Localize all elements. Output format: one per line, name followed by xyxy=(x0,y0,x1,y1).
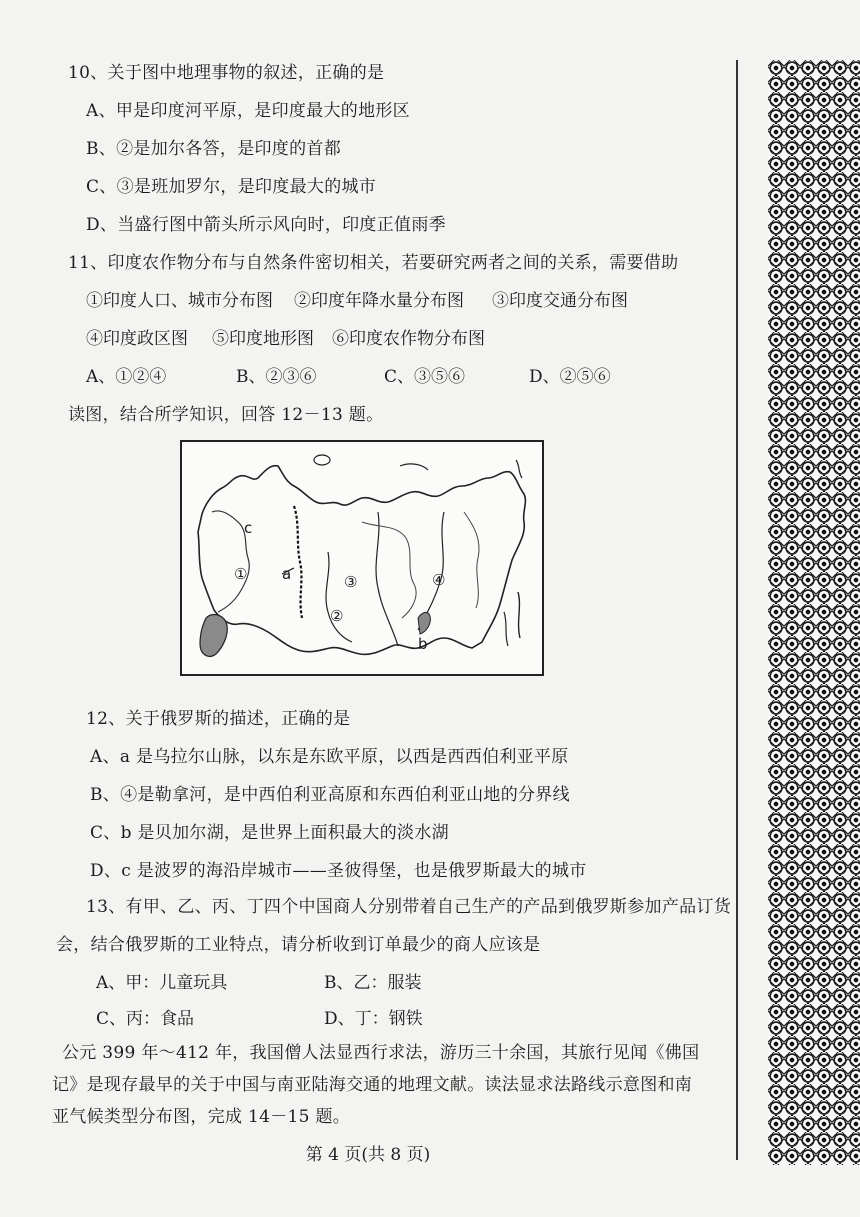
binding-divider xyxy=(736,60,738,1160)
russia-outline-icon xyxy=(182,442,542,674)
map-label-1: ① xyxy=(234,565,248,583)
q10-option-a: A、甲是印度河平原，是印度最大的地形区 xyxy=(86,101,410,121)
q13-stem-line1: 13、有甲、乙、丙、丁四个中国商人分别带着自己生产的产品到俄罗斯参加产品订货 xyxy=(86,897,732,917)
passage-line2: 记》是现存最早的关于中国与南亚陆海交通的地理文献。读法显求法路线示意图和南 xyxy=(52,1075,693,1095)
q13-option-d: D、丁：钢铁 xyxy=(324,1009,423,1029)
q13-option-b: B、乙：服装 xyxy=(324,973,422,993)
q13-option-c: C、丙：食品 xyxy=(96,1009,195,1029)
q12-option-b: B、④是勒拿河，是中西伯利亚高原和东西伯利亚山地的分界线 xyxy=(90,785,570,805)
q11-option-c: C、③⑤⑥ xyxy=(384,367,466,387)
passage-line3: 亚气候类型分布图，完成 14－15 题。 xyxy=(52,1107,351,1127)
q11-item-6: ⑥印度农作物分布图 xyxy=(332,329,485,349)
q11-option-a: A、①②④ xyxy=(86,367,167,387)
q11-option-b: B、②③⑥ xyxy=(236,367,317,387)
q11-item-4: ④印度政区图 xyxy=(86,329,188,349)
q12-option-c: C、b 是贝加尔湖，是世界上面积最大的淡水湖 xyxy=(90,823,449,843)
q11-options xyxy=(86,366,726,388)
q11-option-d: D、②⑤⑥ xyxy=(529,367,611,387)
map-label-3: ③ xyxy=(344,573,358,591)
q10-option-d: D、当盛行图中箭头所示风向时，印度正值雨季 xyxy=(86,215,446,235)
page-footer: 第 4 页(共 8 页) xyxy=(305,1145,431,1165)
map-label-c: c xyxy=(244,519,253,537)
q11-items-row1 xyxy=(86,290,726,312)
russia-map xyxy=(180,440,544,676)
q11-stem: 11、印度农作物分布与自然条件密切相关，若要研究两者之间的关系，需要借助 xyxy=(68,253,679,273)
q11-item-3: ③印度交通分布图 xyxy=(492,291,628,311)
q12-stem: 12、关于俄罗斯的描述，正确的是 xyxy=(86,709,351,729)
decorative-border-pattern xyxy=(768,60,860,1165)
q10-stem: 10、关于图中地理事物的叙述，正确的是 xyxy=(68,63,385,83)
map-intro: 读图，结合所学知识，回答 12－13 题。 xyxy=(68,405,384,425)
passage-line1: 公元 399 年～412 年，我国僧人法显西行求法，游历三十余国，其旅行见闻《佛国 xyxy=(62,1043,700,1063)
map-label-2: ② xyxy=(330,607,344,625)
map-label-a: a xyxy=(282,565,292,583)
q13-option-a: A、甲：儿童玩具 xyxy=(96,973,228,993)
q10-option-c: C、③是班加罗尔，是印度最大的城市 xyxy=(86,177,377,197)
q11-item-2: ②印度年降水量分布图 xyxy=(294,291,464,311)
q11-item-5: ⑤印度地形图 xyxy=(212,329,314,349)
q11-item-1: ①印度人口、城市分布图 xyxy=(86,291,273,311)
q13-options-row2 xyxy=(96,1008,596,1030)
map-label-4: ④ xyxy=(432,571,446,589)
q13-options-row1 xyxy=(96,972,596,994)
q11-items-row2 xyxy=(86,328,726,350)
q13-stem-line2: 会，结合俄罗斯的工业特点，请分析收到订单最少的商人应该是 xyxy=(56,935,541,955)
q10-option-b: B、②是加尔各答，是印度的首都 xyxy=(86,139,341,159)
map-label-b: b xyxy=(418,635,428,653)
q12-option-a: A、a 是乌拉尔山脉，以东是东欧平原，以西是西西伯利亚平原 xyxy=(90,747,569,767)
q12-option-d: D、c 是波罗的海沿岸城市——圣彼得堡，也是俄罗斯最大的城市 xyxy=(90,861,587,881)
